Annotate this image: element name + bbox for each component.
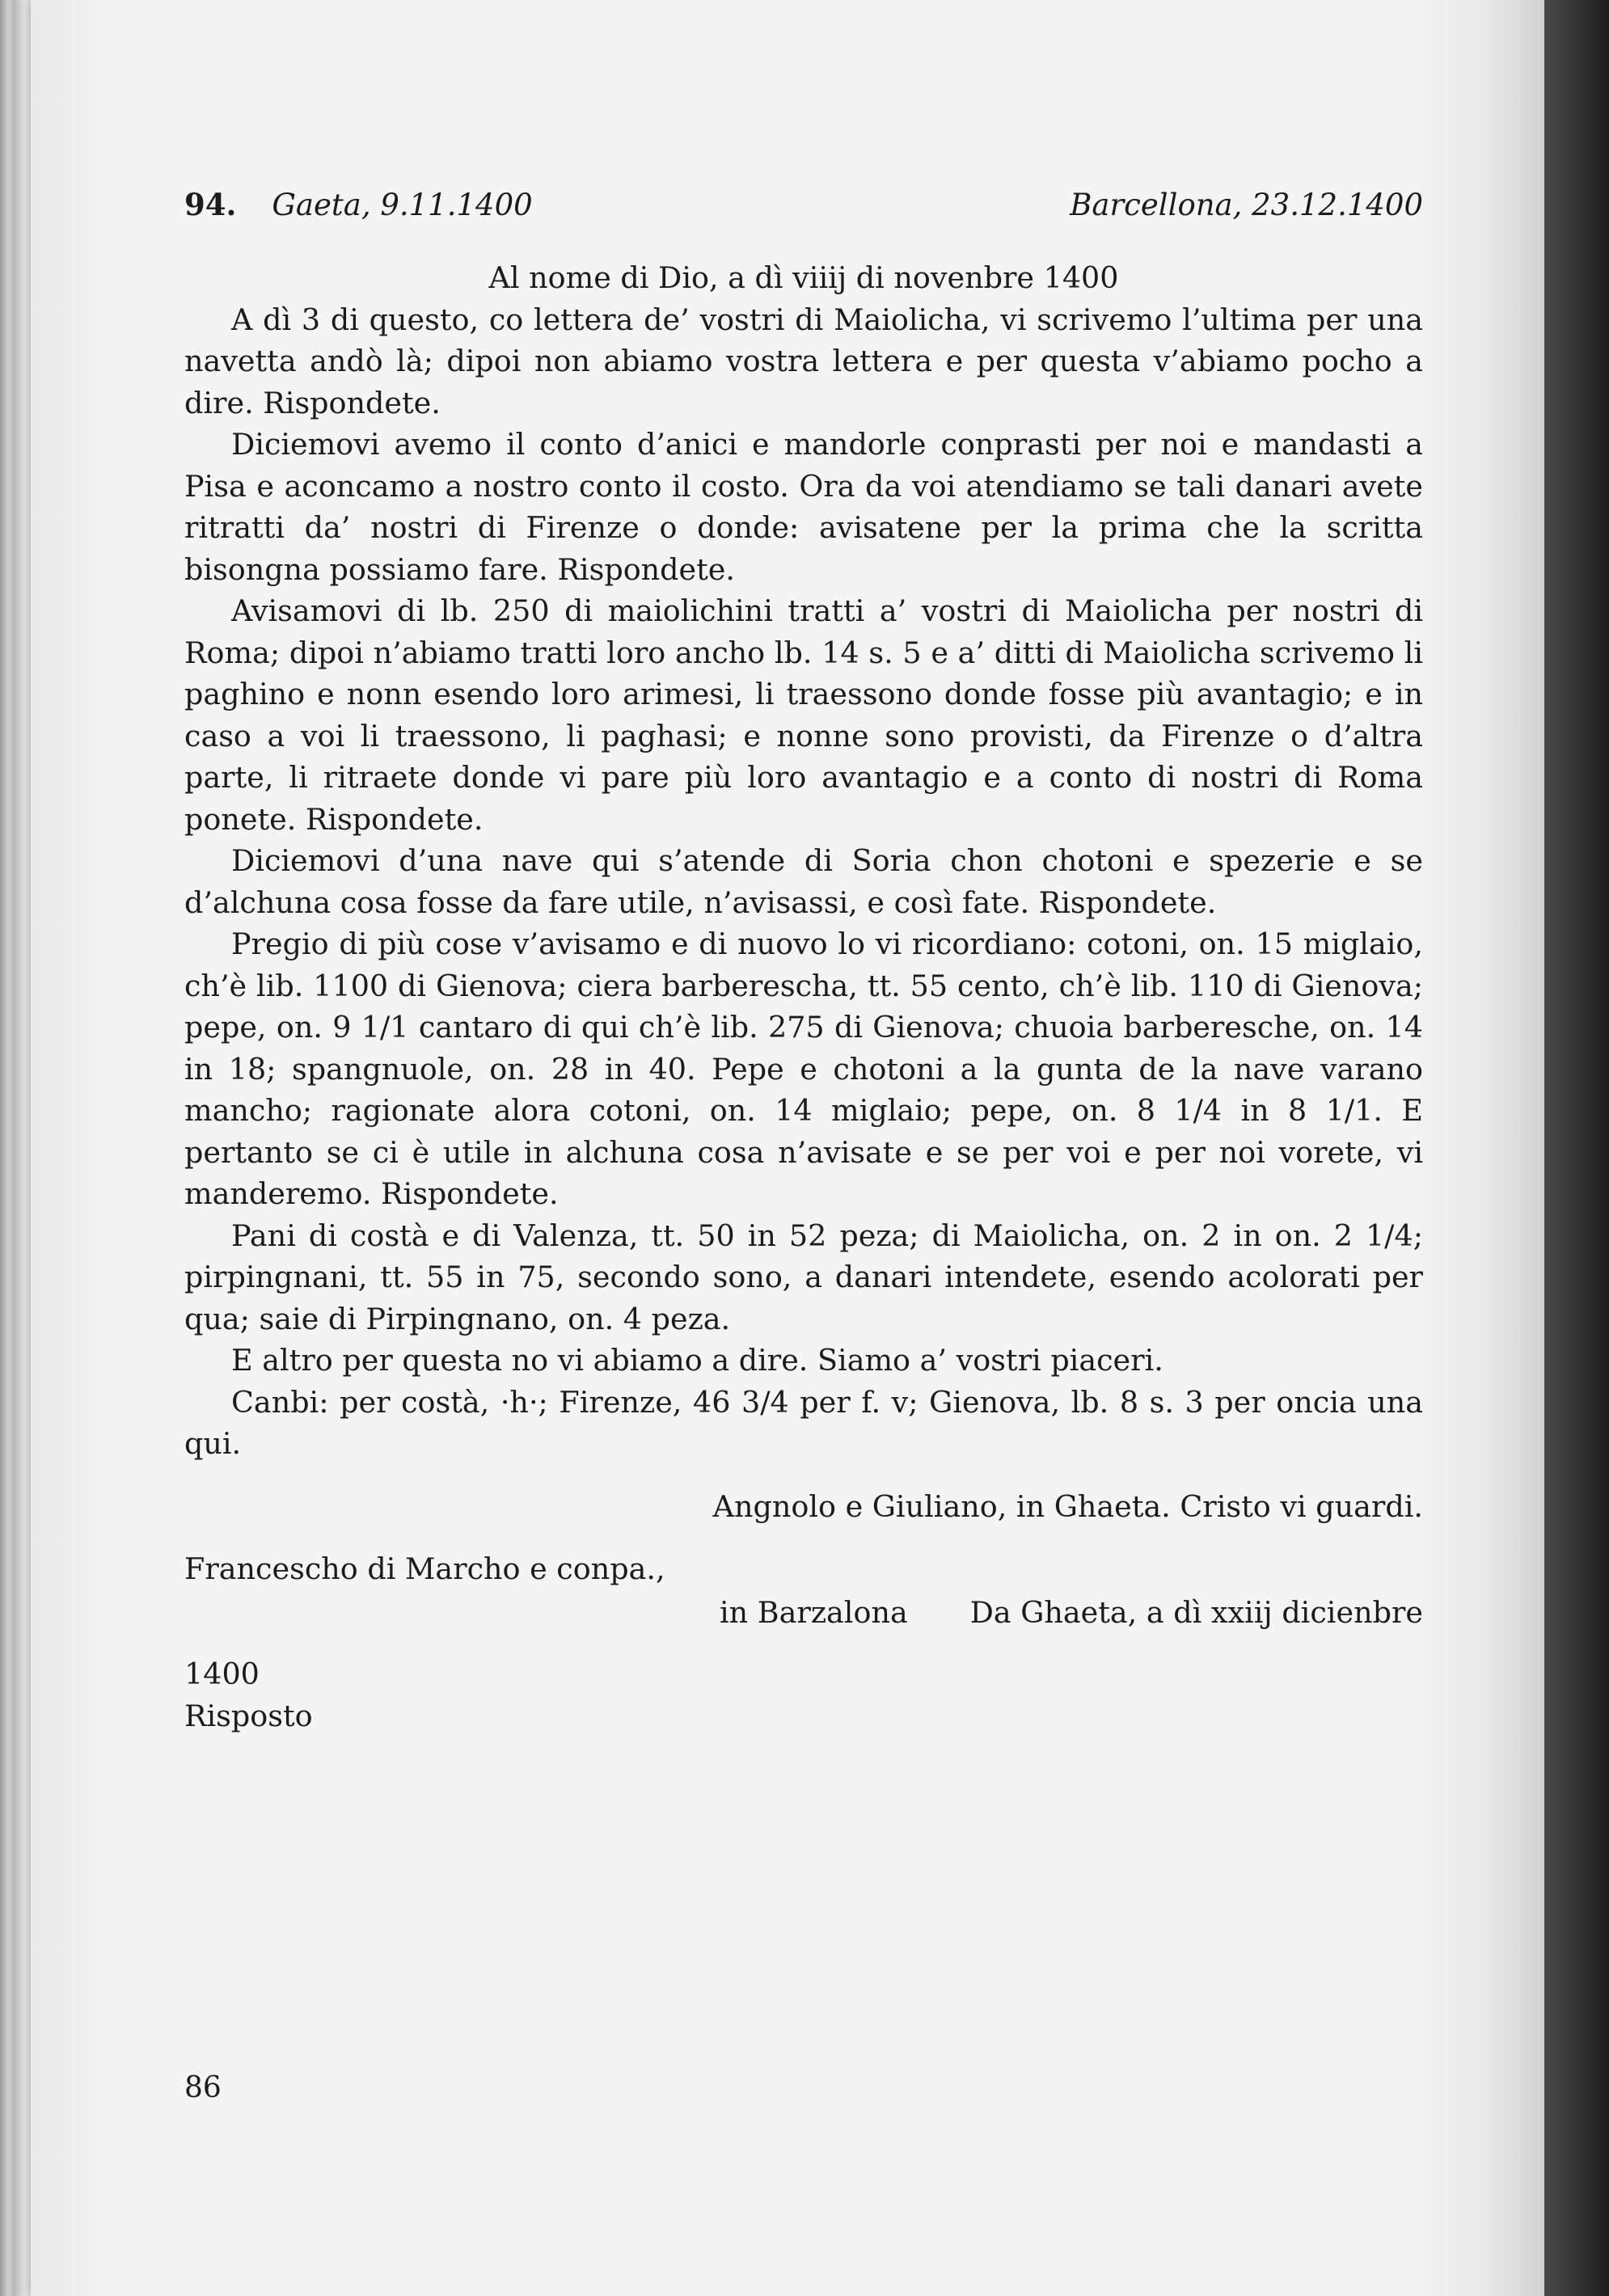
letter-header: [184, 184, 1423, 238]
page-body: [184, 184, 1423, 1733]
address-place: in Barzalona: [720, 1595, 908, 1630]
letter-paragraph: Diciemovi avemo il conto d’anici e mandorle conprasti per noi e mandasti a Pisa e aconcamo a nostro conto il costo. Ora da voi atendiamo se tali danari avete ritratti da’ nostri di Firenze o donde: avisatene per la prima che la scritta bisongna possiamo fare. Rispondete.: [184, 427, 1423, 587]
letter-paragraph: Pani di costà e di Valenza, tt. 50 in 52 peza; di Maiolicha, on. 2 in on. 2 1/4; pirpingnani, tt. 55 in 75, secondo sono, a danari intendete, esendo acolorati per qua; saie di Pirpingnano, on. 4 peza.: [184, 1218, 1423, 1336]
page-stack-edge: [0, 0, 31, 2296]
binding-shadow: [1544, 0, 1609, 2296]
header-left: [184, 184, 533, 226]
destination-place-date: Barcellona, 23.12.1400: [1070, 188, 1423, 222]
letter-signature: Angnolo e Giuliano, in Ghaeta. Cristo vi guardi.: [712, 1488, 1423, 1524]
address-year: 1400: [184, 1657, 260, 1691]
letter-paragraph: Avisamovi di lb. 250 di maiolichini tratti a’ vostri di Maiolicha per nostri di Roma; dipoi n’abiamo tratti loro ancho lb. 14 s. 5 e a’ ditti di Maiolicha scrivemo li paghino e nonn esendo loro arimesi, li traessono donde fosse più avantagio; e in caso a voi li traessono, li paghasi; e nonne sono provisti, da Firenze o d’altra parte, li ritraete donde vi pare più loro avantagio e a conto di nostri di Roma ponete. Rispondete.: [184, 593, 1423, 837]
letter-paragraph: Diciemovi d’una nave qui s’atende di Soria chon chotoni e spezerie e se d’alchuna cosa fosse da fare utile, n’avisassi, e così fate. Rispondete.: [184, 843, 1423, 920]
address-reply-note: Risposto: [184, 1699, 313, 1733]
letter-number: 94.: [184, 187, 237, 222]
page-number: 86: [184, 2071, 222, 2104]
letter-paragraph: Canbi: per costà, ·h·; Firenze, 46 3/4 per f. v; Gienova, lb. 8 s. 3 per oncia una qui.: [184, 1384, 1423, 1461]
letter-paragraph: A dì 3 di questo, co lettera de’ vostri di Maiolicha, vi scrivemo l’ultima per una navetta andò là; dipoi non abiamo vostra lettera e per questa v’abiamo pocho a dire. Rispondete.: [184, 302, 1423, 420]
letter-paragraph: E altro per questa no vi abiamo a dire. Siamo a’ vostri piaceri.: [231, 1343, 1163, 1378]
letter-paragraph: Pregio di più cose v’avisamo e di nuovo lo vi ricordiano: cotoni, on. 15 miglaio, ch’è lib. 1100 di Gienova; ciera barberescha, tt. 55 cento, ch’è lib. 110 di Gienova; pepe, on. 9 1/1 cantaro di qui ch’è lib. 275 di Gienova; chuoia barberesche, on. 14 in 18; spangnuole, on. 28 in 40. Pepe e chotoni a la gunta de la nave varano mancho; ragionate alora cotoni, on. 14 miglaio; pepe, on. 8 1/4 in 8 1/1. E pertanto se ci è utile in alchuna cosa n’avisate e se per voi e per noi vorete, vi manderemo. Rispondete.: [184, 926, 1423, 1211]
address-recipient: Francescho di Marcho e conpa.,: [184, 1551, 665, 1586]
address-sender-note: Da Ghaeta, a dì xxiij dicienbre: [969, 1595, 1423, 1630]
address-block: [184, 1548, 1423, 1733]
letter-opening: Al nome di Dio, a dì viiij di novenbre 1400: [488, 260, 1119, 295]
origin-place-date: Gaeta, 9.11.1400: [272, 188, 533, 222]
